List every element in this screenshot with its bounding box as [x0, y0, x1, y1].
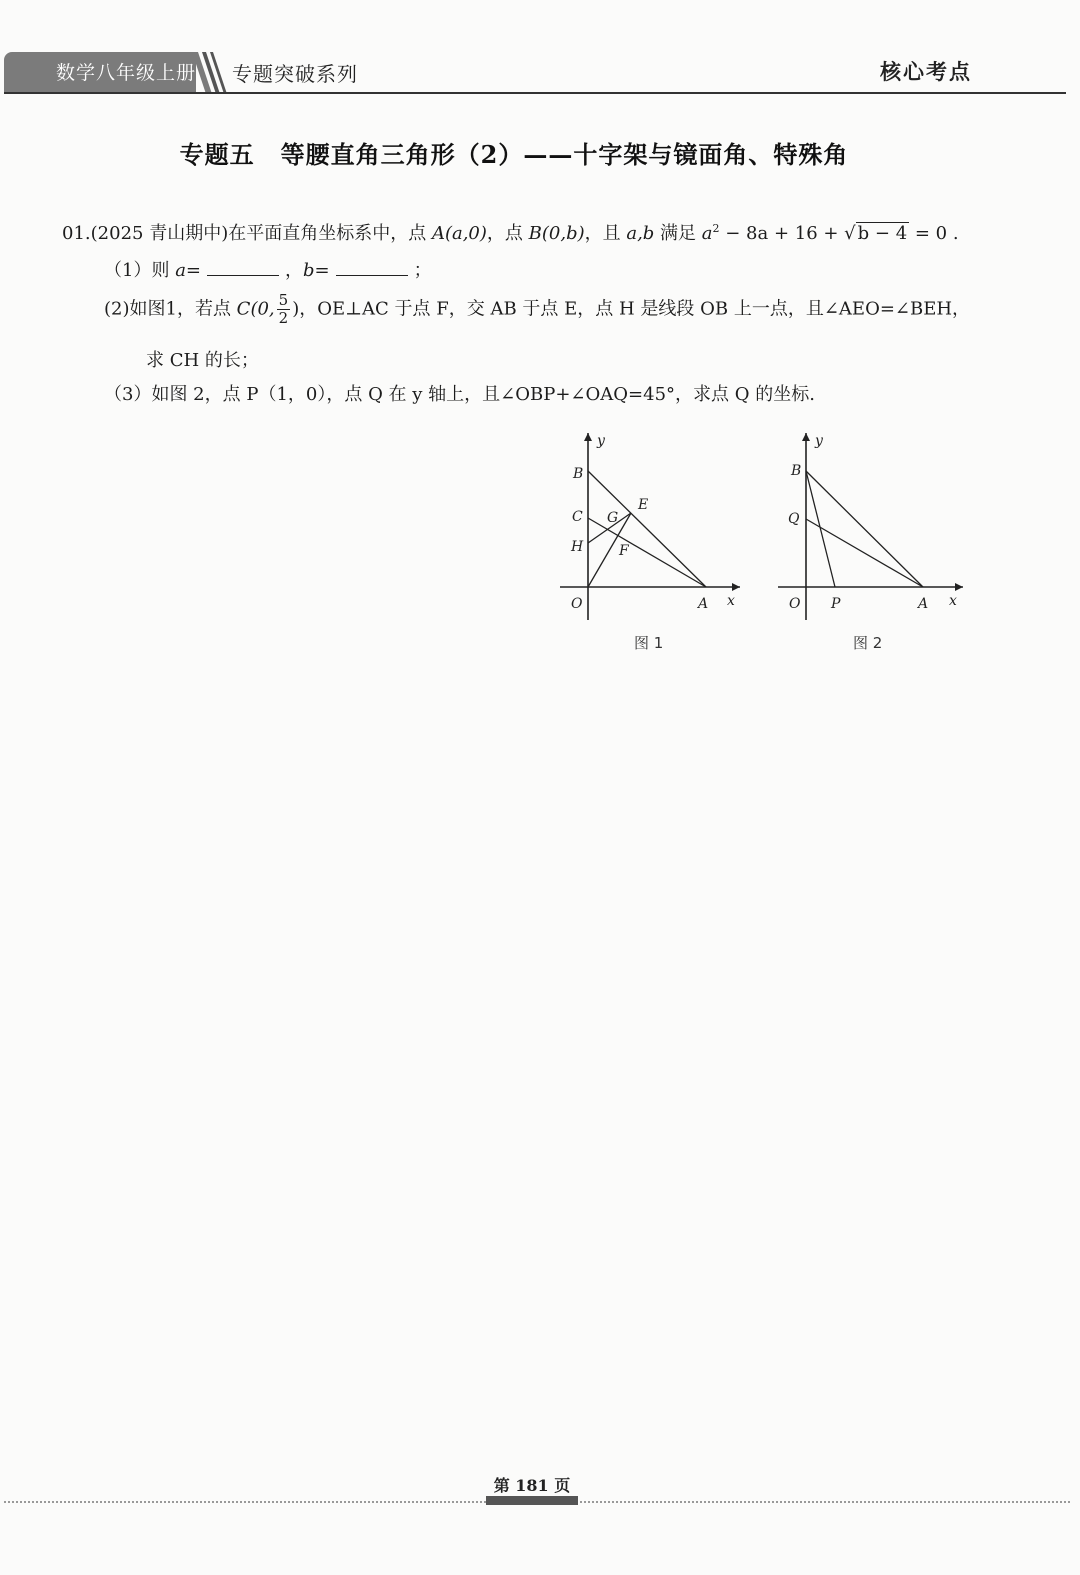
- figure-1-diagram: [555, 425, 745, 625]
- topic-main: 等腰直角三角形（2）——十字架与镜面角、特殊角: [280, 140, 849, 169]
- question-number: 01.: [62, 223, 91, 244]
- topic-number: 专题五: [179, 140, 255, 169]
- label-y: y: [597, 433, 605, 449]
- page-number: 第 181 页: [493, 1476, 571, 1495]
- equation: $a^2 - 8a + 16$ + √ b − 4 = 0 .: [701, 222, 959, 244]
- question-source: (2025 青山期中): [90, 223, 229, 244]
- question-stem: 01.(2025 青山期中)在平面直角坐标系中，点 A(a,0)，点 B(0,b)，且 a,b 满足 $a^2 - 8a + 16$ + √ b − 4 = 0 .: [62, 222, 959, 244]
- footer-bar: [486, 1496, 578, 1505]
- label-C: C: [572, 509, 583, 525]
- label-O: O: [571, 596, 583, 612]
- question-part-2: (2)如图1，若点 C(0, $\frac{5}{2}$ )，OE⊥AC 于点 F，交 AB 于点 E，点 H 是线段 OB 上一点，且∠AEO=∠BEH，: [104, 291, 971, 327]
- label-y: y: [815, 433, 823, 449]
- corner-label: 核心考点: [880, 59, 972, 84]
- answer-blank-b[interactable]: [336, 259, 408, 276]
- figure-1: [555, 425, 745, 629]
- label-B: B: [573, 466, 584, 482]
- point-b-text: B(0,b): [528, 223, 585, 244]
- header-rule: [4, 92, 1066, 94]
- question-part-3: （3）如图 2，点 P（1，0），点 Q 在 y 轴上，且∠OBP+∠OAQ=45°，求点 Q 的坐标.: [104, 384, 815, 405]
- slash-decoration: [192, 52, 232, 94]
- label-B: B: [791, 463, 802, 479]
- figure-1-caption: 图 1: [634, 634, 664, 652]
- page-header: [0, 0, 1080, 100]
- question-part-1: （1）则 a= ，b= ；: [104, 260, 432, 281]
- topic-title: [0, 135, 1028, 170]
- label-P: P: [831, 596, 841, 612]
- label-G: G: [607, 510, 619, 526]
- label-E: E: [638, 497, 649, 513]
- label-A: A: [698, 596, 709, 612]
- label-H: H: [571, 539, 584, 555]
- label-x: x: [727, 593, 735, 609]
- label-A: A: [918, 596, 929, 612]
- figure-2: [773, 425, 968, 629]
- label-O: O: [789, 596, 801, 612]
- figure-2-caption: 图 2: [853, 634, 883, 652]
- question-part-2-ask: 求 CH 的长；: [146, 350, 259, 371]
- series-title: 专题突破系列: [232, 62, 358, 86]
- answer-blank-a[interactable]: [207, 259, 279, 276]
- fraction-five-halves: $\frac{5}{2}$: [278, 291, 289, 327]
- figure-2-diagram: [773, 425, 968, 625]
- book-tab: 数学八年级上册: [4, 52, 196, 94]
- point-a-text: A(a,0): [431, 223, 487, 244]
- label-Q: Q: [788, 511, 800, 527]
- label-x: x: [949, 593, 957, 609]
- label-F: F: [619, 543, 629, 559]
